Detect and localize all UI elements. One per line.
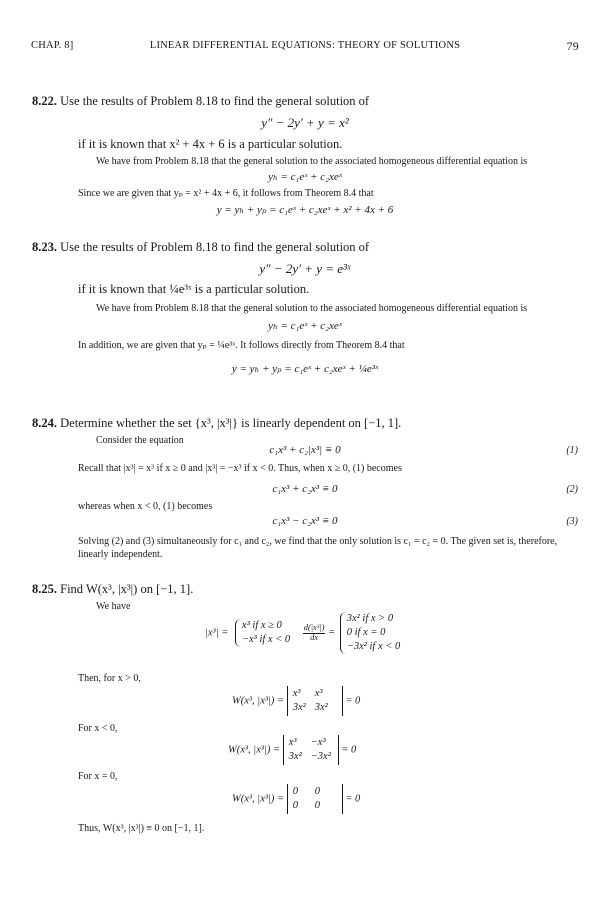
chapter-label: CHAP. 8] [31, 40, 74, 51]
solution-text: Since we are given that yₚ = x² + 4x + 6, it follows from Theorem 8.4 that [78, 188, 374, 199]
problem-number: 8.25. [32, 582, 57, 596]
equation-tag: (1) [566, 445, 578, 456]
solution-text: Solving (2) and (3) simultaneously for c₁ and c₂, we find that the only solution is c₁ = c₂ = 0. The given set is, therefore, [78, 536, 558, 547]
solution-text: Then, for x > 0, [78, 673, 141, 684]
equation-tag: (2) [566, 484, 578, 495]
case-row: −x³ if x < 0 [241, 634, 291, 645]
problem-equation: y″ − 2y′ + y = x² [261, 115, 349, 130]
problem-8-25 [32, 582, 193, 597]
wronskian-negative: W(x³, |x³|) = x³ −x³ 3x² −3x² = 0 [228, 735, 356, 765]
solution-text: We have from Problem 8.18 that the general solution to the associated homogeneous differential equation is [96, 156, 528, 167]
case-row: −3x² if x < 0 [346, 641, 401, 652]
equation-1: c₁x³ + c₂|x³| ≡ 0 [269, 444, 341, 456]
running-title: LINEAR DIFFERENTIAL EQUATIONS: THEORY OF SOLUTIONS [149, 40, 461, 51]
solution-text: Consider the equation [96, 435, 184, 446]
page-number: 79 [566, 39, 579, 53]
problem-number: 8.23. [32, 240, 57, 254]
wronskian-positive: W(x³, |x³|) = x³ x³ 3x² 3x² = 0 [232, 686, 360, 716]
problem-equation: y″ − 2y′ + y = e³ˣ [259, 261, 351, 276]
absolute-value-definition: |x³| = x³ if x ≥ 0 −x³ if x < 0 $\frac{\text{d(|x³|)}}{dx}$ = 3x² if x > 0 0 if x = 0 −3x² if x < 0 [205, 613, 401, 652]
problem-statement: Use the results of Problem 8.18 to find the general solution of [60, 94, 370, 108]
solution-text: We have from Problem 8.18 that the general solution to the associated homogeneous differential equation is [96, 303, 528, 314]
solution-text: For x = 0, [78, 771, 118, 782]
solution-text: linearly independent. [78, 549, 163, 560]
equation-2: c₁x³ + c₂x³ ≡ 0 [272, 483, 338, 495]
problem-statement: Find W(x³, |x³|) on [−1, 1]. [60, 582, 194, 596]
wronskian-zero: W(x³, |x³|) = 0 0 0 0 = 0 [232, 784, 360, 814]
problem-8-22 [32, 94, 369, 109]
solution-text: whereas when x < 0, (1) becomes [78, 501, 213, 512]
problem-8-24 [32, 416, 401, 431]
case-row: x³ if x ≥ 0 [241, 620, 282, 631]
case-row: 3x² if x > 0 [346, 613, 394, 624]
homogeneous-solution: yₕ = c₁eˣ + c₂xeˣ [268, 171, 342, 183]
problem-condition: if it is known that x² + 4x + 6 is a particular solution. [78, 137, 343, 151]
problem-statement: Determine whether the set {x³, |x³|} is linearly dependent on [−1, 1]. [60, 416, 402, 430]
solution-text: In addition, we are given that yₚ = ¼e³ˣ. It follows directly from Theorem 8.4 that [78, 340, 405, 351]
problem-number: 8.24. [32, 416, 57, 430]
general-solution: y = yₕ + yₚ = c₁eˣ + c₂xeˣ + ¼e³ˣ [231, 363, 379, 375]
conclusion-text: Thus, W(x³, |x³|) ≡ 0 on [−1, 1]. [78, 823, 205, 834]
equation-tag: (3) [566, 516, 578, 527]
problem-statement: Use the results of Problem 8.18 to find the general solution of [60, 240, 370, 254]
solution-text: We have [96, 601, 131, 612]
solution-text: Recall that |x³| = x³ if x ≥ 0 and |x³| = −x³ if x < 0. Thus, when x ≥ 0, (1) becomes [78, 463, 402, 474]
general-solution: y = yₕ + yₚ = c₁eˣ + c₂xeˣ + x² + 4x + 6 [216, 204, 394, 216]
problem-8-23 [32, 240, 369, 255]
homogeneous-solution: yₕ = c₁eˣ + c₂xeˣ [268, 320, 342, 332]
problem-condition: if it is known that ¼e³ˣ is a particular solution. [78, 282, 310, 296]
case-row: 0 if x = 0 [346, 627, 386, 638]
solution-text: For x < 0, [78, 723, 118, 734]
equation-3: c₁x³ − c₂x³ ≡ 0 [272, 515, 338, 527]
problem-number: 8.22. [32, 94, 57, 108]
